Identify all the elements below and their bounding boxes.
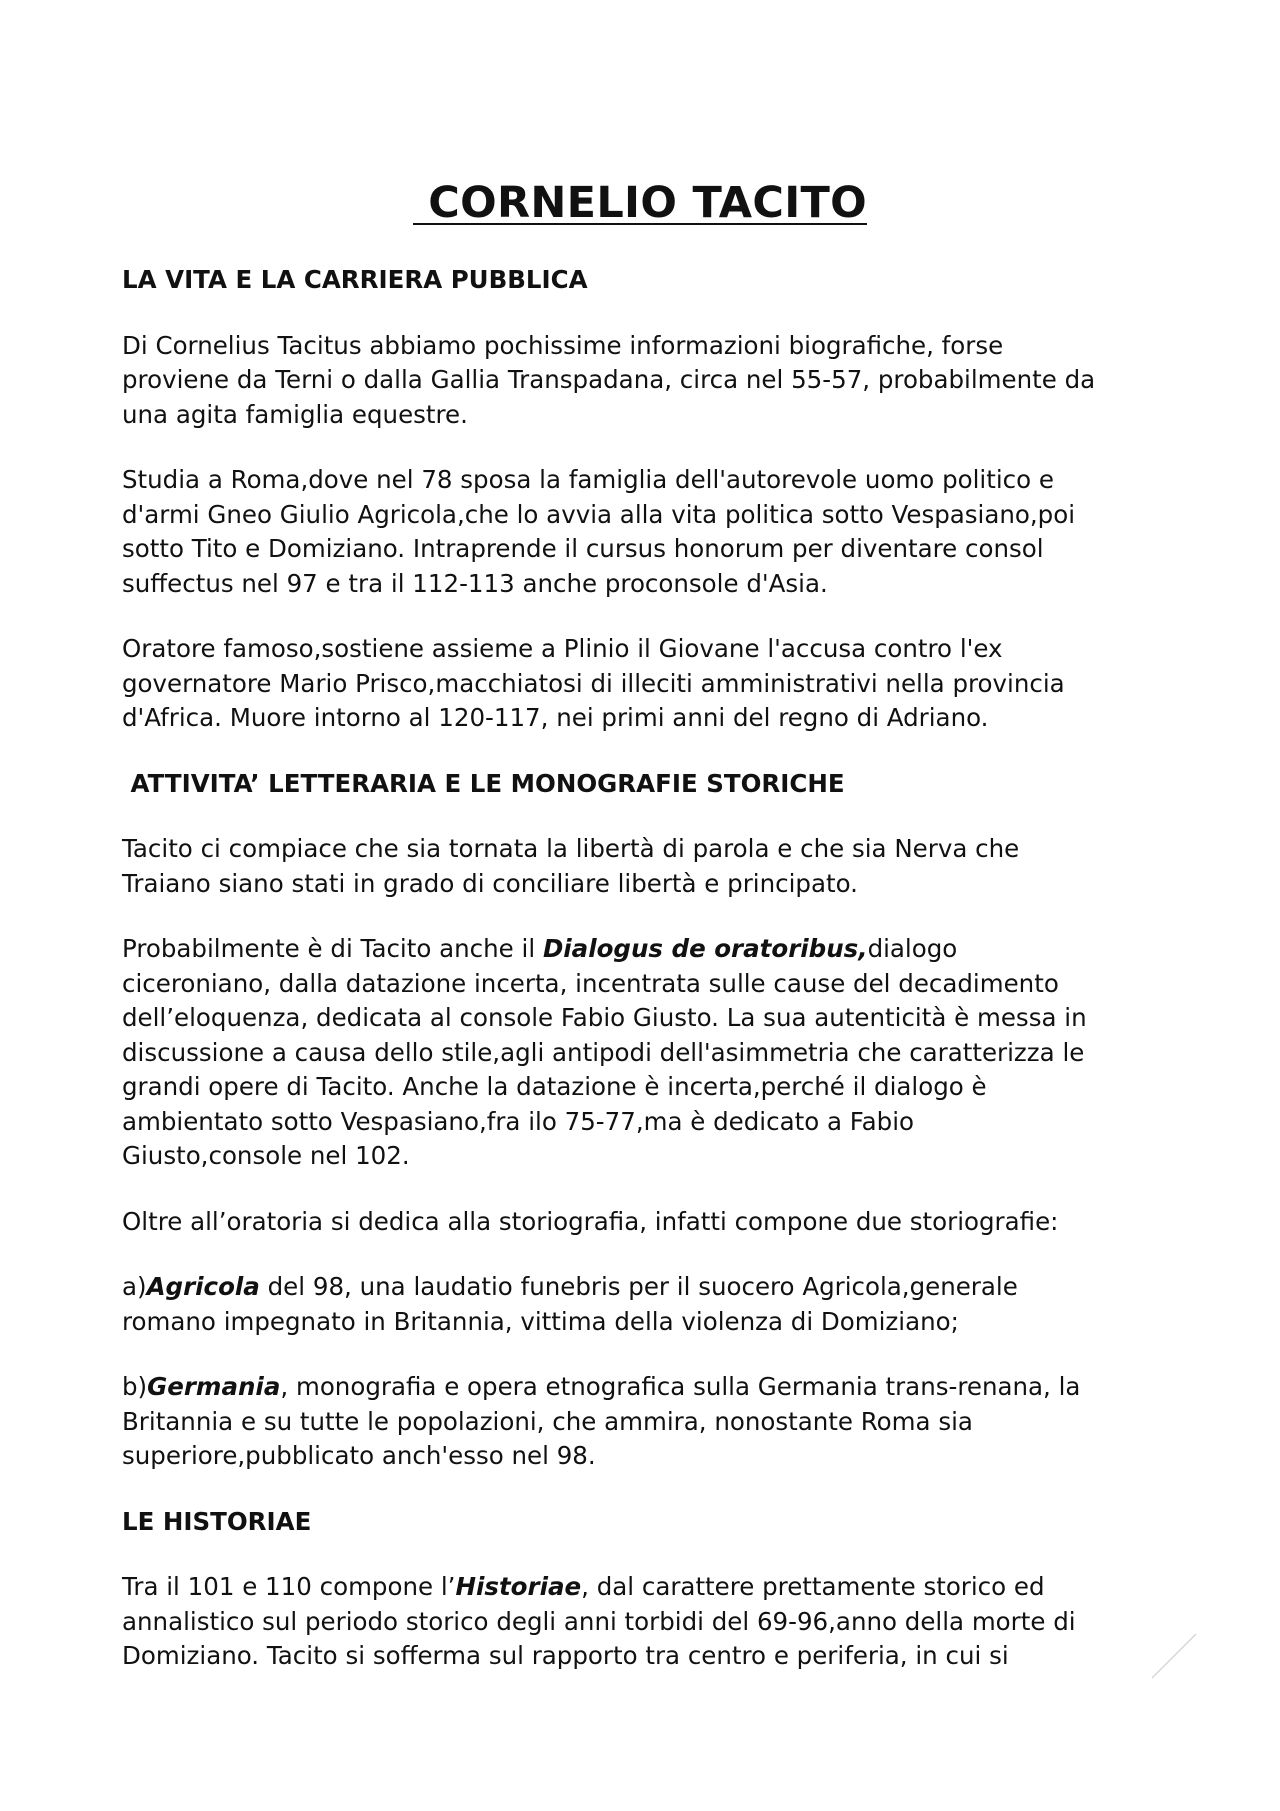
paragraph — [122, 832, 1182, 901]
text-line — [122, 932, 1182, 967]
text-line — [122, 1270, 1182, 1305]
text-line: superiore,pubblicato anch'esso nel 98. — [122, 1441, 596, 1470]
text-line: Oratore famoso,sostiene assieme a Plinio il Giovane l'accusa contro l'ex — [122, 634, 1003, 663]
text-line: proviene da Terni o dalla Gallia Transpadana, circa nel 55-57, probabilmente da — [122, 365, 1096, 394]
work-title-germania: Germania — [147, 1372, 281, 1401]
text-run: del 98, una laudatio funebris per il suocero Agricola,generale — [259, 1272, 1018, 1301]
text-line: Traiano siano stati in grado di conciliare libertà e principato. — [122, 868, 858, 898]
list-item-germania — [122, 1370, 1182, 1474]
text-run: Tra il 101 e 110 compone l’ — [122, 1572, 456, 1601]
paragraph — [122, 1205, 1182, 1240]
text-line: grandi opere di Tacito. Anche la datazione è incerta,perché il dialogo è — [122, 1072, 987, 1101]
page-curl-mark — [1150, 1632, 1200, 1682]
work-title-dialogus: Dialogus de oratoribus, — [542, 934, 868, 963]
text-line: governatore Mario Prisco,macchiatosi di illeciti amministrativi nella provincia — [122, 668, 1065, 698]
list-marker: b) — [122, 1372, 148, 1401]
list-marker: a) — [122, 1272, 147, 1301]
list-item-agricola — [122, 1270, 1182, 1339]
text-line: suffectus nel 97 e tra il 112-113 anche proconsole d'Asia. — [122, 568, 828, 598]
text-run: , dal carattere prettamente storico ed — [581, 1572, 1045, 1601]
text-run: Probabilmente è di Tacito anche il — [122, 934, 543, 963]
text-line: Di Cornelius Tacitus abbiamo pochissime informazioni biografiche, forse — [122, 330, 1004, 360]
text-line: Britannia e su tutte le popolazioni, che ammira, nonostante Roma sia — [122, 1406, 973, 1436]
text-line: Domiziano. Tacito si sofferma sul rapporto tra centro e periferia, in cui si — [122, 1641, 1009, 1670]
section-heading-vita: LA VITA E LA CARRIERA PUBBLICA — [122, 265, 588, 294]
text-line: Oltre all’oratoria si dedica alla storiografia, infatti compone due storiografie: — [122, 1206, 1059, 1236]
document-body — [122, 263, 1182, 1705]
paragraph — [122, 329, 1182, 433]
work-title-agricola: Agricola — [146, 1272, 260, 1301]
text-line: Tacito ci compiace che sia tornata la libertà di parola e che sia Nerva che — [122, 834, 1020, 863]
text-line: d'armi Gneo Giulio Agricola,che lo avvia alla vita politica sotto Vespasiano,poi — [122, 499, 1076, 529]
paragraph — [122, 463, 1182, 601]
paragraph — [122, 1570, 1182, 1674]
text-line: discussione a causa dello stile,agli antipodi dell'asimmetria che caratterizza le — [122, 1037, 1085, 1067]
text-line: sotto Tito e Domiziano. Intraprende il cursus honorum per diventare consol — [122, 534, 1044, 563]
text-run: dialogo — [867, 934, 958, 963]
text-line: ciceroniano, dalla datazione incerta, incentrata sulle cause del decadimento — [122, 968, 1059, 998]
text-line: una agita famiglia equestre. — [122, 399, 468, 429]
text-line: Giusto,console nel 102. — [122, 1141, 410, 1170]
text-run: , monografia e opera etnografica sulla Germania trans-renana, la — [280, 1372, 1081, 1401]
text-line: Studia a Roma,dove nel 78 sposa la famiglia dell'autorevole uomo politico e — [122, 465, 1054, 494]
text-line: romano impegnato in Britannia, vittima della violenza di Domiziano; — [122, 1306, 959, 1336]
work-title-historiae: Historiae — [455, 1572, 582, 1601]
paragraph — [122, 632, 1182, 736]
document-title: CORNELIO TACITO — [413, 178, 867, 228]
text-line: dell’eloquenza, dedicata al console Fabio Giusto. La sua autenticità è messa in — [122, 1003, 1087, 1032]
section-heading-historiae: LE HISTORIAE — [122, 1506, 312, 1536]
paragraph — [122, 932, 1182, 1174]
text-line: annalistico sul periodo storico degli anni torbidi del 69-96,anno della morte di — [122, 1606, 1076, 1636]
text-line: d'Africa. Muore intorno al 120-117, nei primi anni del regno di Adriano. — [122, 703, 989, 732]
text-line — [122, 1570, 1182, 1605]
text-line: ambientato sotto Vespasiano,fra ilo 75-77,ma è dedicato a Fabio — [122, 1106, 914, 1136]
text-line — [122, 1370, 1182, 1405]
section-heading-attivita: ATTIVITA’ LETTERARIA E LE MONOGRAFIE STORICHE — [122, 768, 845, 798]
